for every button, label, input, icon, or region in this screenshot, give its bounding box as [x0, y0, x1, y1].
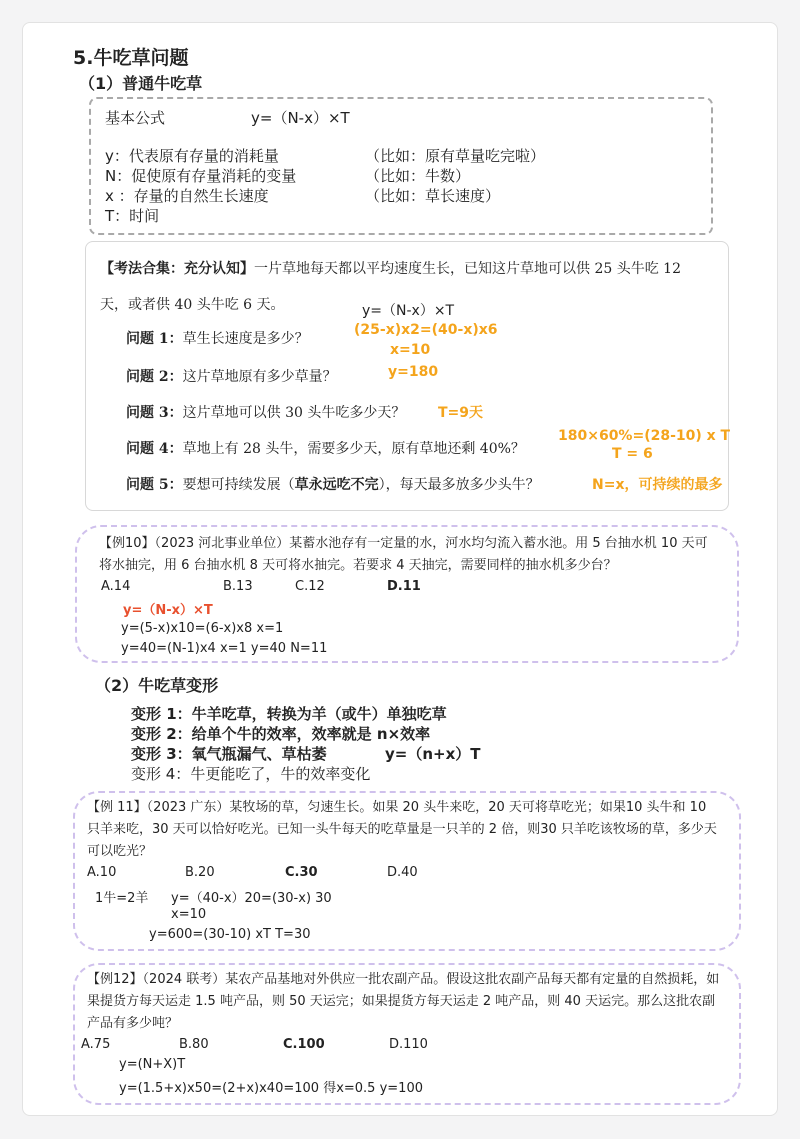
answer-1-result: x=10	[390, 342, 431, 358]
answer-2: y=180	[388, 364, 439, 380]
definition-note: （比如：牛数）	[365, 167, 471, 185]
card-tag: 【考法合集：充分认知】	[100, 261, 254, 277]
example-11-text: 【例 11】（2023 广东）某牧场的草，匀速生长。如果 20 头牛来吃，20 天可将草吃光；如果10 头牛和 10 只羊来吃，30 天可以恰好吃光。已知一头牛每天的吃草量是一只羊的 2 倍，则30 只羊吃该牧场的草，多少天可以吃光？	[87, 800, 717, 859]
question-2: 问题 2：这片草地原有多少草量？	[126, 369, 337, 385]
card-intro-line2: 天，或者供 40 头牛吃 6 天。	[100, 297, 285, 313]
example-12-text: 【例12】（2024 联考）某农产品基地对外供应一批农副产品。假设这批农副产品每天都有定量的自然损耗，如果提货方每天运走 1.5 吨产品，则 50 天运完；如果提货方每天运走 2 吨产品，则 40 天运完。那么这批农副产品有多少吨？	[87, 972, 720, 1031]
option: D.40	[387, 865, 418, 880]
definition-term: x ：存量的自然生长速度	[105, 187, 269, 205]
formula-text: y=（N-x）×T	[251, 109, 350, 127]
definition-note: （比如：草长速度）	[365, 187, 501, 205]
option: B.20	[185, 865, 215, 880]
option: A.75	[81, 1037, 111, 1052]
subsection-title-2: （2）牛吃草变形	[95, 676, 219, 695]
subsection-title-1: （1）普通牛吃草	[79, 74, 203, 93]
variant-3-formula: y=（n+x）T	[385, 745, 481, 763]
answer-4-result: T = 6	[612, 446, 653, 462]
definition-term: N：促使原有存量消耗的变量	[105, 167, 297, 185]
formula-label: 基本公式	[105, 109, 166, 127]
variant-4: 变形 4：牛更能吃了，牛的效率变化	[131, 765, 371, 783]
section-title: 5.牛吃草问题	[73, 47, 189, 69]
example-10-box	[75, 525, 739, 663]
question-card	[85, 241, 729, 511]
answer-3: T=9天	[438, 405, 484, 421]
option-correct: C.100	[283, 1037, 325, 1052]
definition-term: T：时间	[105, 207, 160, 225]
example-12-box	[73, 963, 741, 1105]
answer-5: N=x，可持续的最多	[592, 477, 723, 493]
card-intro-line1: 【考法合集：充分认知】一片草地每天都以平均速度生长，已知这片草地可以供 25 头牛吃 12	[100, 261, 681, 277]
example-12-step-1: y=(N+X)T	[119, 1057, 186, 1072]
question-3: 问题 3：这片草地可以供 30 头牛吃多少天？	[126, 405, 406, 421]
card-formula: y=（N-x）×T	[362, 303, 455, 319]
answer-4-equation: 180×60%=(28-10) x T	[558, 428, 731, 444]
question-5: 问题 5：要想可持续发展（草永远吃不完），每天最多放多少头牛？	[126, 477, 540, 493]
question-4: 问题 4：草地上有 28 头牛，需要多少天，原有草地还剩 40%？	[126, 441, 525, 457]
example-11-step-2: y=（40-x）20=(30-x) 30	[171, 891, 332, 906]
option: B.80	[179, 1037, 209, 1052]
example-11-step-3: x=10	[171, 907, 207, 922]
variant-3: 变形 3：氧气瓶漏气、草枯萎	[131, 745, 327, 763]
option: A.14	[101, 579, 131, 594]
example-10-step-2: y=40=(N-1)x4 x=1 y=40 N=11	[121, 641, 328, 656]
example-11-step-4: y=600=(30-10) xT T=30	[149, 927, 311, 942]
document-page	[22, 22, 778, 1116]
example-10-formula: y=（N-x）×T	[123, 603, 213, 618]
variant-1: 变形 1：牛羊吃草，转换为羊（或牛）单独吃草	[131, 705, 447, 723]
option: C.12	[295, 579, 325, 594]
question-1: 问题 1：草生长速度是多少？	[126, 331, 309, 347]
example-12-step-2: y=(1.5+x)x50=(2+x)x40=100 得x=0.5 y=100	[119, 1081, 423, 1096]
example-10-step-1: y=(5-x)x10=(6-x)x8 x=1	[121, 621, 284, 636]
formula-box	[89, 97, 713, 235]
example-11-step-1: 1牛=2羊	[95, 891, 149, 906]
definition-term: y：代表原有存量的消耗量	[105, 147, 279, 165]
example-10-text: 【例10】（2023 河北事业单位）某蓄水池存有一定量的水，河水均匀流入蓄水池。用 5 台抽水机 10 天可将水抽完，用 6 台抽水机 8 天可将水抽完。若要求 4 天抽完，需要同样的抽水机多少台？	[99, 536, 708, 573]
definition-note: （比如：原有草量吃完啦）	[365, 147, 546, 165]
example-11-box	[73, 791, 741, 951]
option: D.110	[389, 1037, 428, 1052]
option: B.13	[223, 579, 253, 594]
option-correct: D.11	[387, 579, 421, 594]
option-correct: C.30	[285, 865, 318, 880]
variant-2: 变形 2：给单个牛的效率，效率就是 n×效率	[131, 725, 431, 743]
option: A.10	[87, 865, 117, 880]
answer-1-equation: (25-x)x2=(40-x)x6	[354, 322, 498, 338]
